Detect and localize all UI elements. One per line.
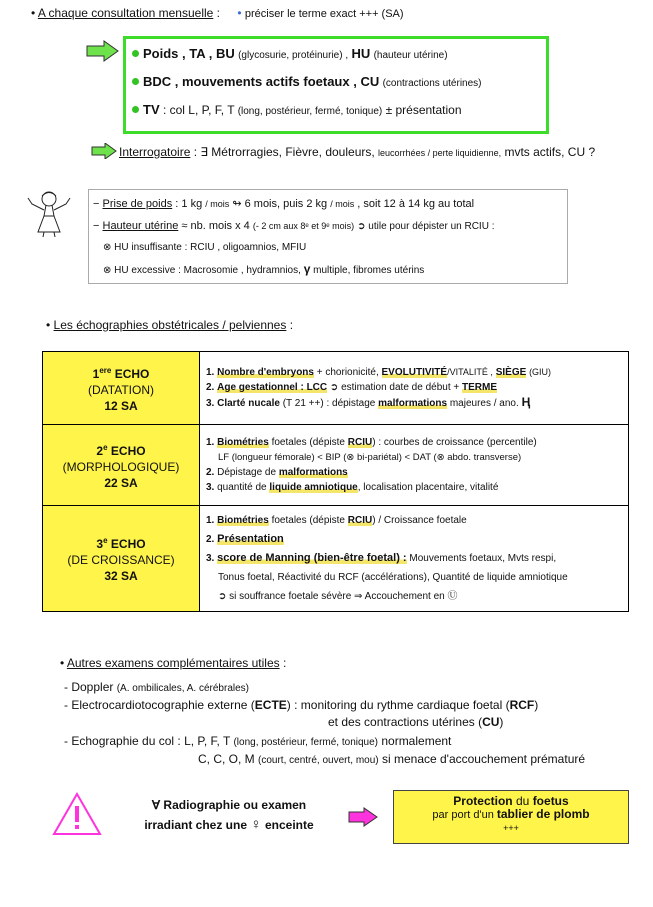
text: , soit 12 à 14 kg au total <box>357 198 475 210</box>
bold-text: malformations <box>278 467 348 478</box>
small-text: (- 2 cm aux 8ᵉ et 9ᵉ mois) <box>252 221 355 231</box>
green-bullet-icon <box>132 78 139 85</box>
echo-2-content <box>200 425 629 506</box>
green-bullet-icon <box>132 50 139 57</box>
ecte-line <box>64 698 538 712</box>
label: Hauteur utérine <box>102 220 179 232</box>
text: ± présentation <box>385 103 462 117</box>
consultation-title: A chaque consultation mensuelle <box>37 6 214 20</box>
text: Electrocardiotocographie externe ( <box>71 698 255 712</box>
title-text: Autres examens complémentaires utiles <box>66 656 280 670</box>
bold-text: Protection <box>453 794 513 808</box>
text: Echographie du col : L, P, F, T <box>71 734 231 748</box>
text: du <box>515 794 530 808</box>
superscript: e <box>103 536 108 545</box>
text: Tonus foetal, Réactivité du RCF (accélérations), Quantité de liquide amniotique <box>218 572 568 583</box>
dash: - <box>64 680 68 694</box>
bullet: • <box>60 656 65 670</box>
bullet: • <box>31 6 36 20</box>
plus-marks: +++ <box>503 823 519 833</box>
bold-text: Age gestationnel : LCC <box>217 382 328 393</box>
colon: : <box>289 318 294 332</box>
bold-text: TV <box>143 102 160 117</box>
bold-text: Nombre d'embryons <box>217 367 314 378</box>
echo-table <box>42 351 629 612</box>
bold-text: BDC , mouvements actifs foetaux , CU <box>143 74 380 89</box>
checklist-line-2 <box>132 74 482 89</box>
bold-text: ECTE <box>254 698 287 712</box>
text: ) : monitoring du rythme cardiaque foetal ( <box>286 698 510 712</box>
symbol: Ⱨ <box>521 395 531 409</box>
small-text: /VITALITÉ , <box>447 367 493 377</box>
blue-dot: • <box>237 6 242 20</box>
text: enceinte <box>264 818 314 832</box>
echo-name: ECHO <box>114 366 150 381</box>
echo-2-header <box>43 425 200 506</box>
bold-text: HU <box>351 46 371 61</box>
small-text: (long, postérieur, fermé, tonique) <box>237 106 383 117</box>
symbol: Ⓤ <box>447 591 458 602</box>
echo-number: 1 <box>92 366 100 381</box>
green-arrow-icon <box>86 40 120 62</box>
col-echo-line-2 <box>198 752 585 766</box>
autres-title <box>60 656 286 670</box>
bold-text: Présentation <box>217 533 284 545</box>
bold-text: CU <box>482 715 500 729</box>
colon: : <box>216 6 221 20</box>
interrogatoire-line <box>119 145 595 159</box>
echo-subtitle: (DATATION) <box>88 382 154 397</box>
small-text: (hauteur utérine) <box>373 50 448 61</box>
label: Prise de poids <box>102 198 173 210</box>
text: multiple, fibromes utérins <box>313 265 425 276</box>
dash: − <box>93 198 100 210</box>
small-text: / mois <box>205 199 230 209</box>
interrogatoire-label: Interrogatoire <box>119 145 191 159</box>
warning-line-1: ∀ Radiographie ou examen <box>151 798 307 812</box>
doppler-line <box>64 680 249 694</box>
small-text: (A. ombilicales, A. cérébrales) <box>116 683 249 694</box>
text: Dépistage de <box>217 467 277 478</box>
echo-1-content <box>200 352 629 425</box>
echo-1-header <box>43 352 200 425</box>
item-number: 1. <box>206 437 215 448</box>
text: , localisation placentaire, vitalité <box>357 482 499 493</box>
text: ) : courbes de croissance (percentile) <box>372 437 537 448</box>
woman-illustration <box>24 188 74 238</box>
text: ) <box>534 698 539 712</box>
item-number: 3. <box>206 553 215 564</box>
uterine-height-line <box>93 220 494 232</box>
surveillance-box <box>88 189 568 284</box>
bold-text: RCF <box>509 698 535 712</box>
bold-text: score de Manning (bien-être foetal) : <box>217 552 407 564</box>
bullet: • <box>46 318 51 332</box>
text: mvts actifs, CU ? <box>504 145 596 159</box>
echo-name: ECHO <box>110 537 146 551</box>
bold-text: RCIU <box>347 437 373 448</box>
title-text: Les échographies obstétricales / pelviennes <box>53 318 287 332</box>
green-bullet-icon <box>132 106 139 113</box>
text: : col L, P, F, T <box>162 103 235 117</box>
symbol: ⊗ <box>103 265 112 276</box>
exam-checklist-box <box>123 36 549 134</box>
bold-text: EVOLUTIVITÉ <box>381 367 448 378</box>
gamma-symbol: γ <box>303 262 311 276</box>
bold-text: tablier de plomb <box>496 807 590 821</box>
echo-number: 3 <box>96 537 104 551</box>
magenta-arrow-icon <box>348 807 378 827</box>
bold-text: Poids , TA , BU <box>143 46 235 61</box>
item-number: 3. <box>206 482 215 493</box>
colon: : <box>282 656 287 670</box>
dash: − <box>93 220 100 232</box>
text: ≈ nb. mois x 4 <box>181 220 250 232</box>
text: Mouvements foetaux, Mvts respi, <box>409 553 557 564</box>
text: si menace d'accouchement prématuré <box>381 752 586 766</box>
bold-text: SIÈGE <box>495 367 527 378</box>
text: + chorionicité, <box>316 367 379 378</box>
text: LF (longueur fémorale) < BIP (⊗ bi-pariétal) < DAT (⊗ abdo. transverse) <box>218 452 522 463</box>
bold-text: Biométries <box>217 437 269 448</box>
table-row <box>43 352 629 425</box>
text: ) / Croissance foetale <box>372 515 467 526</box>
consultation-note: préciser le terme exact +++ (SA) <box>244 8 404 20</box>
item-number: 1. <box>206 515 215 526</box>
small-text: (long, postérieur, fermé, tonique) <box>233 737 378 748</box>
echo-3-header <box>43 506 200 612</box>
green-arrow-icon <box>91 143 117 159</box>
female-symbol: ♀ <box>250 816 262 833</box>
text: majeures / ano. <box>449 398 519 409</box>
text: C, C, O, M <box>198 752 255 766</box>
bold-text: RCIU <box>347 515 373 526</box>
echo-3-content <box>200 506 629 612</box>
symbol: ⊗ <box>103 242 112 253</box>
echo-section-title <box>46 318 293 332</box>
small-text: (glycosurie, protéinurie) , <box>238 50 349 61</box>
echo-subtitle: (DE CROISSANCE) <box>67 553 175 567</box>
small-text: (GIU) <box>529 367 552 377</box>
bold-text: TERME <box>462 382 497 393</box>
text: : ∃ Métrorragies, Fièvre, douleurs, <box>193 145 375 159</box>
text: HU insuffisante : RCIU , oligoamnios, MFIU <box>114 242 307 253</box>
text: quantité de <box>217 482 267 493</box>
text: foetales (dépiste <box>271 515 345 526</box>
bold-text: foetus <box>532 794 569 808</box>
checklist-line-1 <box>132 46 448 61</box>
col-echo-line <box>64 734 451 748</box>
bold-text: Clarté nucale <box>217 398 280 409</box>
text: ➲ utile pour dépister un RCIU : <box>357 221 495 232</box>
small-text: (contractions utérines) <box>382 78 482 89</box>
text: normalement <box>381 734 452 748</box>
ecte-line-2 <box>328 715 503 729</box>
echo-sa: 22 SA <box>104 475 138 490</box>
item-number: 2. <box>206 382 215 393</box>
superscript: e <box>103 442 108 452</box>
text: foetales (dépiste <box>271 437 345 448</box>
text: ➲ si souffrance foetale sévère ⇒ Accouchement en <box>218 591 445 602</box>
bold-text: malformations <box>378 398 448 409</box>
table-row <box>43 425 629 506</box>
echo-sa: 32 SA <box>104 569 138 583</box>
warning-icon <box>52 792 102 836</box>
small-text: / mois <box>330 199 355 209</box>
text: HU excessive : Macrosomie , hydramnios, <box>114 265 301 276</box>
text: Doppler <box>71 680 114 694</box>
echo-number: 2 <box>96 443 104 458</box>
text: ↬ 6 mois, puis 2 kg <box>232 198 328 210</box>
radiography-warning <box>124 795 334 835</box>
text: : 1 kg <box>175 198 203 210</box>
echo-sa: 12 SA <box>104 398 138 413</box>
checklist-line-3 <box>132 102 462 117</box>
text: ) <box>499 715 504 729</box>
echo-subtitle: (MORPHOLOGIQUE) <box>62 459 180 474</box>
dash: - <box>64 734 68 748</box>
small-text: (court, centré, ouvert, mou) <box>258 755 379 766</box>
echo-name: ECHO <box>110 443 146 458</box>
text: irradiant chez une <box>144 818 248 832</box>
text: par port d'un <box>432 809 494 821</box>
small-text: leucorrhées / perte liquidienne, <box>378 148 502 158</box>
text: ➲ estimation date de début + <box>329 382 460 393</box>
text: et des contractions utérines ( <box>328 715 483 729</box>
bold-text: Biométries <box>217 515 269 526</box>
dash: - <box>64 698 68 712</box>
text: (T 21 ++) : dépistage <box>282 398 376 409</box>
protection-box <box>393 790 629 844</box>
bold-text: liquide amniotique <box>269 482 358 493</box>
hu-excessive-line <box>103 262 424 276</box>
hu-insufficient-line <box>103 242 306 253</box>
superscript: ere <box>99 365 112 375</box>
item-number: 2. <box>206 467 215 478</box>
consultation-header <box>31 6 404 20</box>
weight-gain-line <box>93 197 474 210</box>
item-number: 1. <box>206 367 215 378</box>
table-row <box>43 506 629 612</box>
item-number: 2. <box>206 534 215 545</box>
item-number: 3. <box>206 398 215 409</box>
